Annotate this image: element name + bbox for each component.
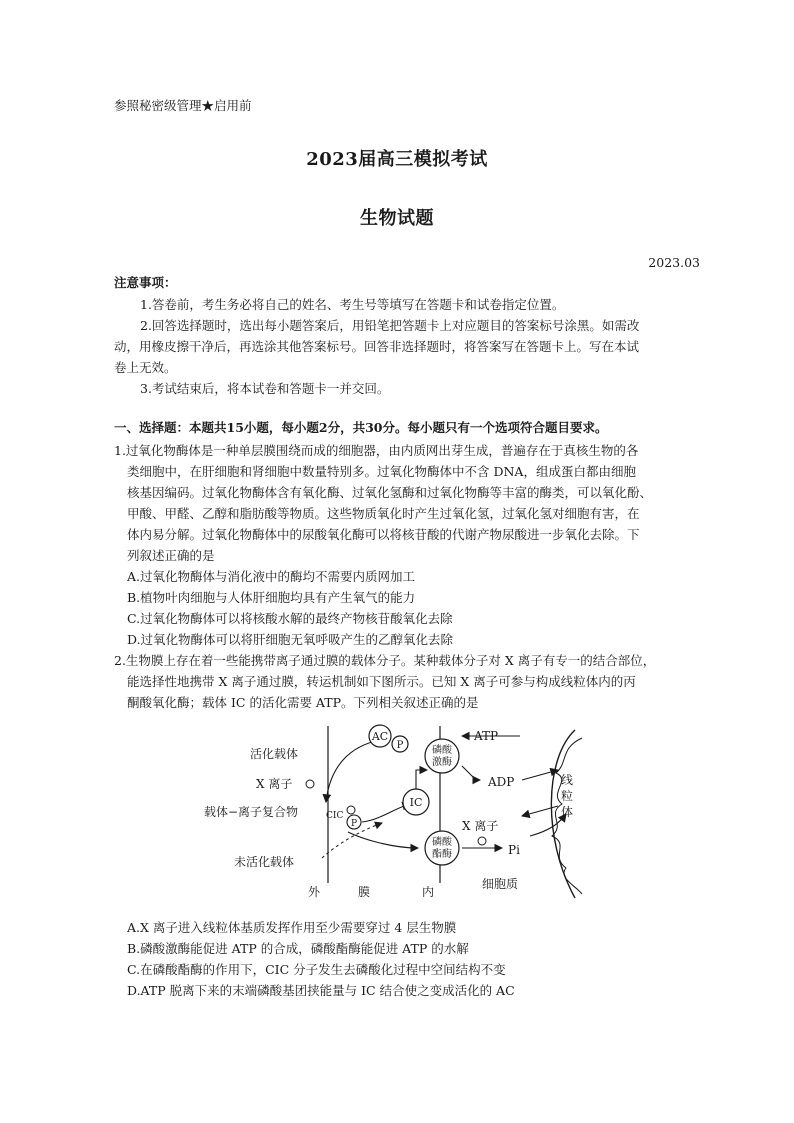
p-label-cic: P	[350, 819, 358, 829]
q1-stem-line: 体内易分解。过氧化物酶体中的尿酸氧化酶可以将核苷酸的代谢产物尿酸进一步氧化去除。下	[127, 527, 640, 542]
q2-stem-line: 能选择性地携带 X 离子通过膜，转运机制如下图所示。已知 X 离子可参与构成线粒体内的丙	[127, 674, 636, 689]
q1-stem-line: 核基因编码。过氧化物酶体含有氧化酶、过氧化氢酶和过氧化物酶等丰富的酶类，可以氧化酚、	[127, 485, 653, 500]
q1-stem-line: 1.过氧化物酶体是一种单层膜围绕而成的细胞器，由内质网出芽生成，普遍存在于真核生物的各	[114, 443, 639, 458]
mitochondria-label-2: 粒	[561, 789, 574, 803]
inside-label: 内	[422, 885, 435, 899]
ic-label: IC	[409, 796, 423, 809]
arrow-mito-back	[522, 806, 558, 816]
q1-option-b: B.植物叶肉细胞与人体肝细胞均具有产生氧气的能力	[127, 590, 416, 605]
secrecy-label: 参照秘密级管理★启用前	[114, 98, 252, 113]
notice-heading: 注意事项：	[114, 275, 177, 290]
notice-line: 动，用橡皮擦干净后，再选涂其他答案标号。回答非选择题时，将答案写在答题卡上。写在本试	[114, 339, 640, 354]
atp-label: ATP	[474, 729, 499, 743]
cytoplasm-label: 细胞质	[482, 877, 519, 891]
q2-stem-line: 酮酸氧化酶；载体 IC 的活化需要 ATP。下列相关叙述正确的是	[127, 695, 479, 710]
phosphatase-label-1: 磷酸	[432, 837, 452, 848]
x-ion-label-outside: X 离子	[256, 777, 293, 791]
exam-title: 2023届高三模拟考试	[306, 149, 488, 170]
arrow-complex-to-phosphatase	[348, 832, 418, 848]
ac-label: AC	[371, 730, 389, 743]
mitochondria-label-1: 线	[561, 773, 574, 787]
p-label-ac: P	[396, 740, 404, 751]
section-heading: 一、选择题：本题共15小题，每小题2分，共30分。每小题只有一个选项符合题目要求。	[114, 420, 608, 435]
q1-option-c: C.过氧化物酶体可以将核酸水解的最终产物核苷酸氧化去除	[127, 611, 453, 626]
notice-line: 3.考试结束后，将本试卷和答题卡一并交回。	[140, 381, 390, 396]
q2-option-b: B.磷酸激酶能促进 ATP 的合成，磷酸酯酶能促进 ATP 的水解	[127, 941, 469, 956]
q1-stem-line: 甲酸、甲醛、乙醇和脂肪酸等物质。这些物质氧化时产生过氧化氢，过氧化氢对细胞有害，在	[127, 506, 640, 521]
q1-stem-line: 类细胞中，在肝细胞和肾细胞中数量特别多。过氧化物酶体中不含 DNA，组成蛋白都由细胞	[127, 464, 636, 479]
carrier-transport-diagram	[204, 718, 590, 906]
arrow-to-adp	[462, 766, 480, 780]
q2-option-a: A.X 离子进入线粒体基质发挥作用至少需要穿过 4 层生物膜	[127, 920, 457, 935]
subject-title: 生物试题	[360, 208, 434, 229]
inactive-carrier-label: 未活化载体	[234, 855, 295, 869]
q2-option-c: C.在磷酸酯酶的作用下，CIC 分子发生去磷酸化过程中空间结构不变	[127, 962, 506, 977]
complex-label: 载体−离子复合物	[204, 805, 299, 819]
arrow-activation-cycle	[326, 740, 380, 802]
x-ion-circle-inside	[478, 837, 486, 845]
q2-option-d: D.ATP 脱离下来的末端磷酸基团挟能量与 IC 结合使之变成活化的 AC	[127, 983, 515, 998]
membrane-label: 膜	[358, 885, 371, 899]
q1-option-a: A.过氧化物酶体与消化液中的酶均不需要内质网加工	[127, 569, 416, 584]
cic-label: CIC	[326, 811, 344, 821]
kinase-label-1: 磷酸	[432, 745, 452, 756]
notice-line: 1.答卷前，考生务必将自己的姓名、考生号等填写在答题卡和试卷指定位置。	[140, 297, 565, 312]
exam-date: 2023.03	[648, 255, 700, 270]
adp-label: ADP	[488, 775, 515, 789]
notice-line: 2.回答选择题时，选出每小题答案后，用铅笔把答题卡上对应题目的答案标号涂黑。如需改	[140, 318, 640, 333]
outside-label: 外	[308, 885, 321, 899]
kinase-label-2: 激酶	[432, 757, 452, 768]
pi-label: Pi	[508, 843, 520, 857]
q1-option-d: D.过氧化物酶体可以将肝细胞无氧呼吸产生的乙醇氧化去除	[127, 632, 454, 647]
activated-carrier-label: 活化载体	[250, 747, 299, 761]
q1-stem-line: 列叙述正确的是	[127, 548, 215, 563]
cic-ion-circle	[347, 806, 355, 814]
x-ion-circle-outside	[306, 780, 314, 788]
notice-line: 卷上无效。	[114, 360, 177, 375]
mitochondria-label-3: 体	[561, 805, 574, 819]
q2-stem-line: 2.生物膜上存在着一些能携带离子通过膜的载体分子。某种载体分子对 X 离子有专一的结合部位，	[114, 653, 656, 668]
x-ion-label-inside: X 离子	[462, 819, 499, 833]
phosphatase-label-2: 酯酶	[432, 849, 452, 860]
arrow-complex-to-ic	[362, 804, 410, 822]
